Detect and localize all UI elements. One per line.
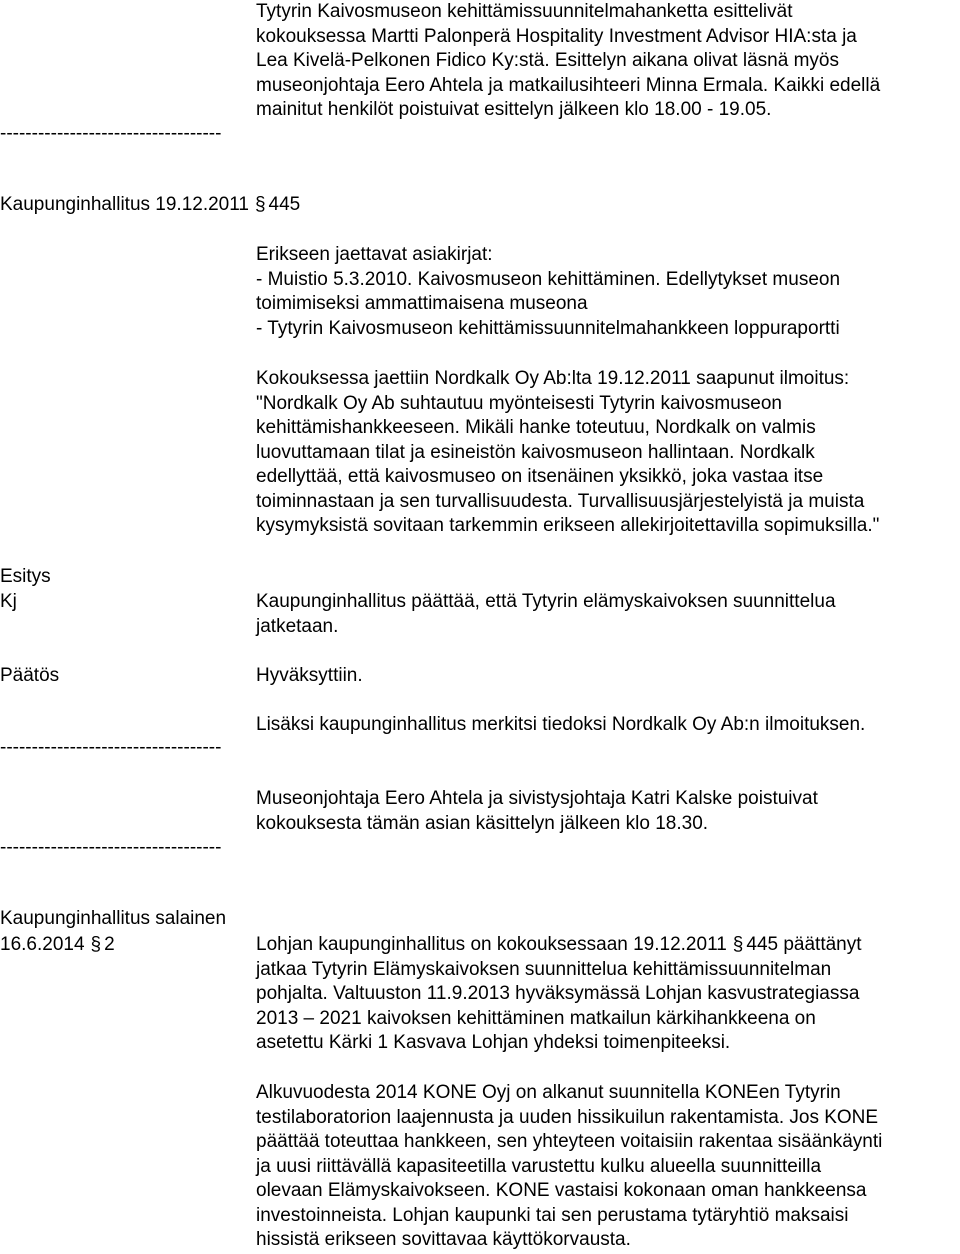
notice-line: toiminnastaan ja sen turvallisuudesta. Turvallisuusjärjestelyistä ja muista	[256, 490, 865, 512]
section2-paragraph-2	[256, 1081, 956, 1253]
attachments-list	[256, 243, 956, 341]
intro-line: kokouksessa Martti Palonperä Hospitality Investment Advisor HIA:sta ja	[256, 25, 857, 47]
attachments-line: Erikseen jaettavat asiakirjat:	[256, 244, 493, 265]
attachments-line: toimimiseksi ammattimaisena museona	[256, 293, 588, 314]
nordkalk-notice	[256, 367, 956, 539]
paragraph-line	[256, 933, 956, 958]
proposal-text	[256, 590, 956, 639]
notice-line: Kokouksessa jaettiin Nordkalk Oy Ab:lta 19.12.2011 saapunut ilmoitus:	[256, 368, 850, 389]
section2-heading: Kaupunginhallitus salainen	[0, 908, 227, 929]
decision-label: Päätös	[0, 665, 60, 686]
departure-line: kokouksesta tämän asian käsittelyn jälkeen klo 18.30.	[256, 812, 709, 834]
section2-paragraph-1	[256, 933, 956, 1056]
notice-line: kehittämishankkeeseen. Mikäli hanke toteutuu, Nordkalk on valmis	[256, 417, 816, 438]
intro-line: mainitut henkilöt poistuivat esittelyn jälkeen klo 18.00 - 19.05.	[256, 99, 772, 120]
separator-line: -----------------------------------	[0, 837, 222, 858]
decision-text: Hyväksyttiin.	[256, 665, 363, 686]
intro-line: Lea Kivelä-Pelkonen Fidico Ky:stä. Esittelyn aikana olivat läsnä myös	[256, 50, 839, 71]
section-heading-text: Kaupunginhallitus 19.12.2011	[0, 194, 249, 215]
separator-line: -----------------------------------	[0, 737, 222, 758]
paragraph-line: ja uusi riittävällä kapasiteetilla varustettu kulku alueella suunnitteilla	[256, 1155, 822, 1177]
section-heading	[0, 193, 300, 218]
paragraph-line: pohjalta. Valtuuston 11.9.2013 hyväksymässä Lohjan kasvustrategiassa	[256, 983, 860, 1004]
section-sign: §	[254, 194, 266, 215]
section-number: 445	[268, 194, 301, 215]
notice-line: kysymyksistä sovitaan tarkemmin erikseen allekirjoitettavilla sopimuksilla."	[256, 515, 880, 536]
paragraph-line: Alkuvuodesta 2014 KONE Oyj on alkanut suunnitella KONEen Tytyrin	[256, 1082, 841, 1103]
intro-paragraph	[256, 0, 956, 123]
section2-date: 16.6.2014	[0, 934, 85, 955]
paragraph-line: hissistä erikseen sovittavaa käyttökorvausta.	[256, 1229, 631, 1250]
section2-date-line	[0, 933, 115, 958]
paragraph-line: investoinneista. Lohjan kaupunki tai sen perustama tytäryhtiö maksaisi	[256, 1204, 849, 1226]
attachments-line: - Muistio 5.3.2010. Kaivosmuseon kehittäminen. Edellytykset museon	[256, 268, 841, 290]
paragraph-line: asetettu Kärki 1 Kasvava Lohjan yhdeksi toimenpiteeksi.	[256, 1032, 731, 1053]
notice-line: "Nordkalk Oy Ab suhtautuu myönteisesti Tytyrin kaivosmuseon	[256, 392, 782, 414]
esitys-label: Esitys	[0, 566, 51, 587]
kj-label: Kj	[0, 591, 17, 612]
departure-line: Museonjohtaja Eero Ahtela ja sivistysjohtaja Katri Kalske poistuivat	[256, 788, 818, 809]
section-ref-tail: 445 päättänyt	[746, 934, 862, 955]
section-sign: §	[90, 934, 102, 955]
section2-number: 2	[104, 934, 115, 955]
attachments-line: - Tytyrin Kaivosmuseon kehittämissuunnitelmahankkeen loppuraportti	[256, 317, 840, 339]
separator-line: -----------------------------------	[0, 123, 222, 144]
paragraph-line: jatkaa Tytyrin Elämyskaivoksen suunnittelua kehittämissuunnitelman	[256, 958, 832, 980]
notice-line: luovuttamaan tilat ja esineistön kaivosmuseon hallintaan. Nordkalk	[256, 441, 815, 463]
departure-text	[256, 787, 956, 836]
proposal-line: jatketaan.	[256, 615, 339, 637]
paragraph-line-text: Lohjan kaupunginhallitus on kokouksessaan 19.12.2011	[256, 934, 727, 955]
proposal-line: Kaupunginhallitus päättää, että Tytyrin elämyskaivoksen suunnittelua	[256, 591, 836, 612]
paragraph-line: päättää toteuttaa hankkeen, sen yhteyteen voitaisiin rakentaa sisäänkäynti	[256, 1131, 883, 1152]
paragraph-line: testilaboratorion laajennusta ja uuden hissikuilun rakentamista. Jos KONE	[256, 1106, 879, 1128]
paragraph-line: 2013 – 2021 kaivoksen kehittäminen matkailun kärkihankkeena on	[256, 1007, 816, 1029]
note-text: Lisäksi kaupunginhallitus merkitsi tiedoksi Nordkalk Oy Ab:n ilmoituksen.	[256, 714, 866, 735]
section-sign: §	[732, 934, 744, 955]
paragraph-line: olevaan Elämyskaivokseen. KONE vastaisi kokonaan oman hankkeensa	[256, 1180, 867, 1201]
intro-line: museonjohtaja Eero Ahtela ja matkailusihteeri Minna Ermala. Kaikki edellä	[256, 74, 881, 96]
intro-line: Tytyrin Kaivosmuseon kehittämissuunnitelmahanketta esittelivät	[256, 1, 793, 22]
notice-line: edellyttää, että kaivosmuseo on itsenäinen yksikkö, joka vastaa itse	[256, 466, 824, 487]
